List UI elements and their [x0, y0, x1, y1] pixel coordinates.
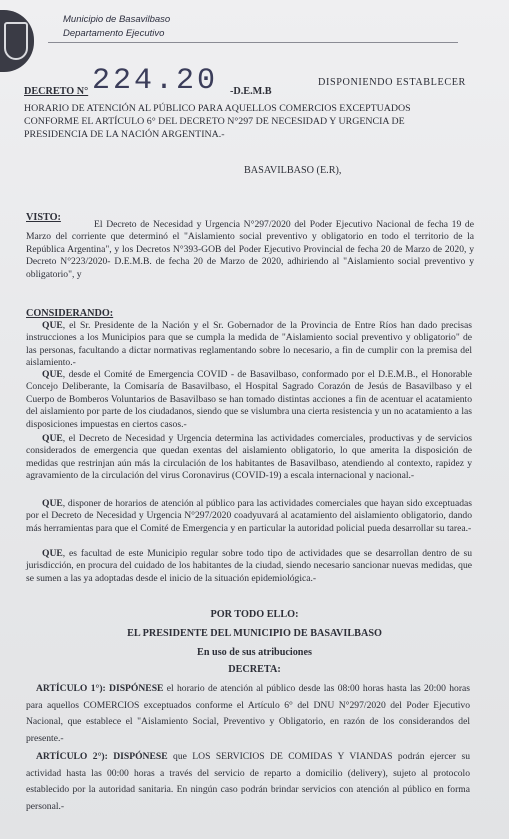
- considerando-paragraph: QUE, disponer de horarios de atención al público para las actividades comerciales que hayan sido exceptuadas por el Decreto de Necesidad y Urgencia N°297/2020 coadyuvará al acatamiento del aislamiento obligatorio, dando más herramientas para que el Comité de Emergencia y en particular la autoridad policial pueda desarrollar su tarea.-: [26, 498, 472, 534]
- visto-heading: VISTO:: [26, 212, 61, 223]
- decreta-heading: DECRETA:: [228, 664, 281, 675]
- visto-text: El Decreto de Necesidad y Urgencia N°297/2020 del Poder Ejecutivo Nacional de fecha 19 de Marzo del corriente que determinó el "Aislamiento social preventivo y obligatorio en todo el territorio de la República Argentina", y los Decretos N°393-GOB del Poder Ejecutivo Provincial de fecha 20 de Marzo de 2020, y Decreto N°223/2020- D.E.M.B. de fecha 20 de Marzo de 2020, adhiriendo al "Aislamiento social preventivo y obligatorio", y: [26, 219, 474, 280]
- municipality-name: Municipio de Basavilbaso: [63, 14, 171, 25]
- attributions-line: En uso de sus atribuciones: [197, 647, 312, 658]
- decree-title-line-4: PRESIDENCIA DE LA NACIÓN ARGENTINA.-: [24, 129, 225, 140]
- considerando-heading: CONSIDERANDO:: [26, 308, 114, 319]
- president-line: EL PRESIDENTE DEL MUNICIPIO DE BASAVILBASO: [127, 628, 382, 639]
- decree-title-line-2: HORARIO DE ATENCIÓN AL PÚBLICO PARA AQUELLOS COMERCIOS EXCEPTUADOS: [24, 103, 411, 114]
- considerando-paragraph: QUE, es facultad de este Municipio regular sobre todo tipo de actividades que se desarrollan dentro de su jurisdicción, en procura del cuidado de los habitantes de la ciudad, siendo necesario sancionar nuevas medidas, que se sumen a las ya adoptadas desde el inicio de la situación epidemiológica.-: [26, 548, 472, 584]
- decree-title-line-1: DISPONIENDO ESTABLECER: [318, 77, 466, 88]
- article-2: ARTÍCULO 2°): DISPÓNESE que LOS SERVICIOS DE COMIDAS Y VIANDAS podrán ejercer su actividad hasta las 00:00 horas a través del servicio de reparto a domicilio (delivery), sujeto al protocolo establecido por la autoridad sanitaria. En ningún caso podrán brindar servicios con atención al público en forma personal.-: [26, 751, 470, 812]
- considerando-paragraph: QUE, desde el Comité de Emergencia COVID - de Basavilbaso, conformado por el D.E.M.B., el Honorable Concejo Deliberante, la Comisaría de Basavilbaso, el Hospital Sagrado Corazón de Jesús de Basavilbaso y el Cuerpo de Bomberos Voluntarios de Basavilbaso se han tomado distintas acciones a fin de acentuar el acatamiento del aislamiento por parte de los ciudadanos, siendo que se vislumbra una cierta resistencia y un no acatamiento a las disposiciones impuestas en ciertos casos.-: [26, 369, 472, 430]
- decree-number: 224.20: [92, 64, 219, 98]
- decree-title-line-3: CONFORME EL ARTÍCULO 6° DEL DECRETO N°297 DE NECESIDAD Y URGENCIA DE: [24, 116, 405, 127]
- considerando-paragraph: QUE, el Decreto de Necesidad y Urgencia determina las actividades comerciales, productivas y de servicios considerados de emergencia que quedan exentas del aislamiento obligatorio, lo que amerita la disposición de medidas que restrinjan aún más la circulación de los habitantes de Basavilbaso, atendiendo al contexto, rapidez y agravamiento de la circulación del virus Coronavirus (COVID-19) a escala internacional y nacional.-: [26, 433, 472, 482]
- por-todo-ello: POR TODO ELLO:: [210, 609, 299, 620]
- decree-suffix: -D.E.M.B: [230, 86, 272, 97]
- article-1: ARTÍCULO 1°): DISPÓNESE el horario de atención al público desde las 08:00 horas hasta las 20:00 horas para aquellos COMERCIOS exceptuados conforme el Artículo 6° del DNU N°297/2020 del Poder Ejecutivo Nacional, que establece el "Aislamiento Social, Preventivo y Obligatorio, en razón de los considerandos del presente.-: [26, 683, 471, 744]
- considerando-paragraph: QUE, el Sr. Presidente de la Nación y el Sr. Gobernador de la Provincia de Entre Ríos han dado precisas instrucciones a los Municipios para que se cumpla la medida de "Aislamiento social preventivo y obligatorio" de las personas, facultando a dictar normativas reglamentando sobre lo necesario, a fin de cumplir con la premisa del aislamiento.-: [26, 320, 472, 369]
- header-divider: [48, 42, 458, 43]
- decree-label: DECRETO N°: [24, 86, 89, 97]
- place-line: BASAVILBASO (E.R),: [244, 165, 342, 176]
- department-name: Departamento Ejecutivo: [63, 28, 165, 39]
- municipal-crest-icon: [0, 10, 34, 72]
